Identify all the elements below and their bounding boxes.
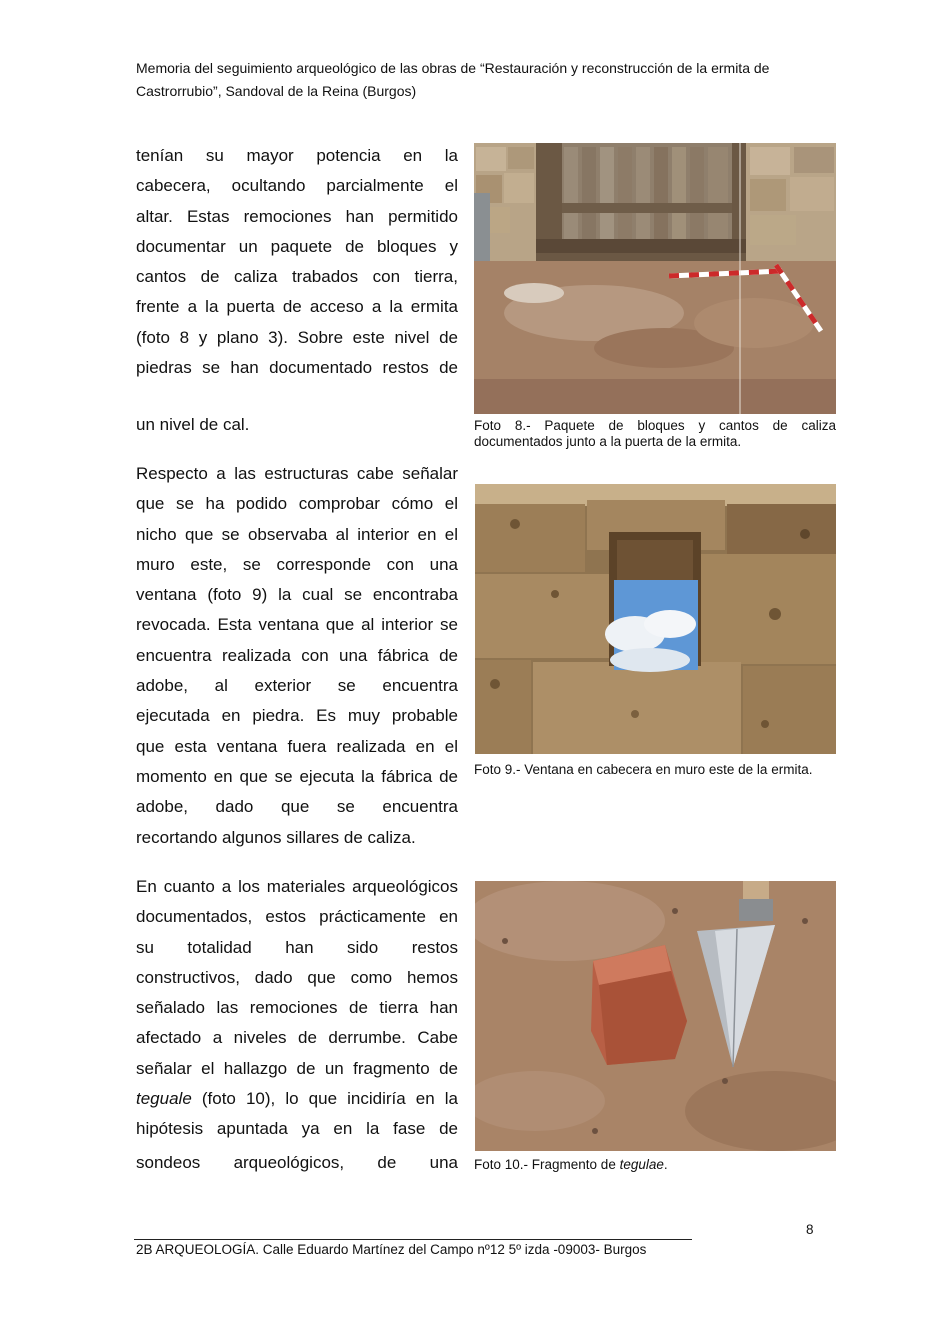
text-line: documentados, estos prácticamente en xyxy=(136,907,458,927)
text-line: tenían su mayor potencia en la xyxy=(136,146,458,165)
paragraph-2 xyxy=(136,459,458,853)
text-run: (foto 10), lo que incidiría en la xyxy=(191,1089,458,1109)
text-line: hipótesis apuntada ya en la fase de xyxy=(136,1119,458,1139)
text-line: altar. Estas remociones han permitido xyxy=(136,206,458,226)
footer-address: 2B ARQUEOLOGÍA. Calle Eduardo Martínez del Campo nº12 5º izda -09003- Burgos xyxy=(136,1242,647,1257)
text-line: encuentra realizada con una fábrica de xyxy=(136,645,458,665)
header-line-1: Memoria del seguimiento arqueológico de las obras de “Restauración y reconstrucción de la ermita de xyxy=(136,60,770,76)
caption-foto-8: Foto 8.- Paquete de bloques y cantos de caliza documentados junto a la puerta de la ermita. xyxy=(474,418,836,449)
caption-foto-10 xyxy=(474,1157,836,1173)
text-line: sondeos arqueológicos, de una xyxy=(136,1152,458,1172)
text-line: señalar el hallazgo de un fragmento de xyxy=(136,1058,458,1078)
text-line: Respecto a las estructuras cabe señalar xyxy=(136,464,458,483)
text-line: que se ha podido comprobar cómo el xyxy=(136,494,458,514)
caption-text: Foto 10.- Fragmento de xyxy=(474,1157,620,1172)
text-line xyxy=(136,1084,458,1114)
italic-term: teguale xyxy=(136,1089,192,1109)
text-line: cantos de caliza trabados con tierra, xyxy=(136,267,458,287)
photo-8-door-stones xyxy=(474,143,836,414)
text-line: adobe, dado que se encuentra xyxy=(136,797,458,817)
caption-italic-term: tegulae xyxy=(619,1157,664,1172)
photo-10-tegula-trowel xyxy=(475,881,836,1151)
text-line: nicho que se observaba al interior en el xyxy=(136,524,458,544)
paragraph-1-tail xyxy=(136,410,458,440)
footer-rule xyxy=(134,1239,692,1240)
text-line: afectado a niveles de derrumbe. Cabe xyxy=(136,1028,458,1048)
text-line: muro este, se corresponde con una xyxy=(136,554,458,574)
text-line: frente a la puerta de acceso a la ermita xyxy=(136,297,458,317)
caption-text: . xyxy=(663,1157,668,1172)
text-line: En cuanto a los materiales arqueológicos xyxy=(136,877,458,896)
text-line: recortando algunos sillares de caliza. xyxy=(136,827,416,847)
text-line: constructivos, dado que como hemos xyxy=(136,967,458,987)
text-line: ejecutada en piedra. Es muy probable xyxy=(136,706,458,726)
text-line: su totalidad han sido restos xyxy=(136,937,458,957)
text-line: que esta ventana fuera realizada en el xyxy=(136,736,458,756)
text-line: un nivel de cal. xyxy=(136,415,250,434)
paragraph-1 xyxy=(136,141,458,383)
text-line: momento en que se ejecuta la fábrica de xyxy=(136,766,458,786)
text-line: adobe, al exterior se encuentra xyxy=(136,676,458,696)
page-number: 8 xyxy=(806,1222,814,1237)
text-line: piedras se han documentado restos de xyxy=(136,358,458,378)
text-line: (foto 8 y plano 3). Sobre este nivel de xyxy=(136,327,458,347)
header-line-2: Castrorrubio”, Sandoval de la Reina (Burgos) xyxy=(136,83,417,99)
text-line: cabecera, ocultando parcialmente el xyxy=(136,176,458,196)
text-line: señalado las remociones de tierra han xyxy=(136,998,458,1018)
text-line: ventana (foto 9) la cual se encontraba xyxy=(136,585,458,605)
text-line: revocada. Esta ventana que al interior se xyxy=(136,615,458,635)
caption-foto-9: Foto 9.- Ventana en cabecera en muro este de la ermita. xyxy=(474,762,813,777)
photo-9-window xyxy=(475,484,836,754)
paragraph-3 xyxy=(136,872,458,1178)
document-header xyxy=(136,57,816,103)
text-line: documentar un paquete de bloques y xyxy=(136,236,458,256)
